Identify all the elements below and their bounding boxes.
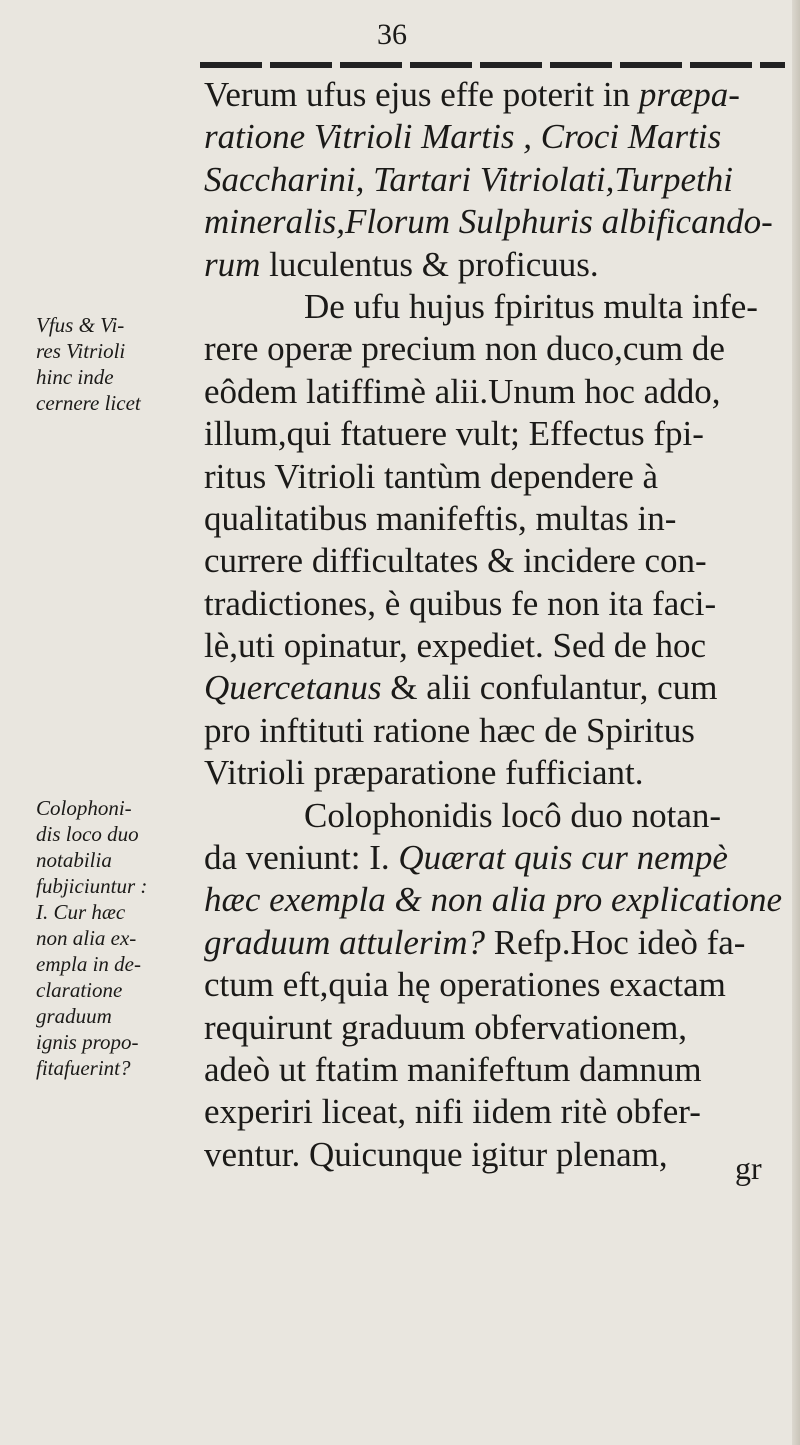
text-segment: eôdem latiffimè alii.Unum hoc addo, [204, 371, 721, 411]
text-segment: De ufu hujus fpiritus multa infe- [304, 286, 758, 326]
text-segment: ventur. Quicunque igitur plenam, [204, 1134, 668, 1174]
text-segment: experiri liceat, nifi iidem ritè obfer- [204, 1092, 701, 1132]
margin-note-line: hinc inde [36, 365, 114, 389]
margin-note-vitriol [36, 312, 196, 416]
text-line [204, 201, 794, 243]
margin-note-line: ignis propo- [36, 1030, 139, 1054]
text-segment: adeò ut ftatim manifeftum damnum [204, 1049, 702, 1089]
text-line [204, 74, 794, 116]
margin-note-line: I. Cur hæc [36, 900, 126, 924]
text-segment: Verum ufus ejus effe poterit in [204, 75, 639, 114]
text-line [204, 752, 794, 794]
text-segment: Refp.Hoc ideò fa- [484, 922, 746, 962]
text-line [204, 625, 794, 667]
text-segment: illum,qui ftatuere vult; Effectus fpi- [204, 414, 704, 454]
text-segment: rere operæ precium non duco,cum de [204, 329, 725, 369]
margin-note-line: fubjiciuntur : [36, 874, 148, 898]
text-line [204, 922, 794, 964]
text-segment: qualitatibus manifeftis, multas in- [204, 498, 677, 538]
text-segment: Colophonidis locô duo notan- [304, 795, 722, 835]
text-segment: tradictiones, è quibus fe non ita faci- [204, 583, 717, 623]
text-line [204, 795, 794, 837]
margin-note-line: res Vitrioli [36, 339, 126, 363]
text-line [204, 583, 794, 625]
text-segment: lè,uti opinatur, expediet. Sed de hoc [204, 626, 707, 666]
italic-text: graduum attulerim? [204, 922, 485, 962]
text-line [204, 286, 794, 328]
header-rule [200, 62, 785, 68]
text-line [204, 1134, 794, 1176]
margin-note-colophonidis [36, 795, 196, 1081]
margin-note-line: graduum [36, 1004, 112, 1028]
catchword: gr [735, 1150, 762, 1186]
margin-note-line: claratione [36, 978, 123, 1002]
text-line [204, 667, 794, 709]
italic-text: mineralis,Florum Sulphuris albificando- [204, 202, 773, 242]
margin-note-line: non alia ex- [36, 926, 137, 950]
text-segment: currere difficultates & incidere con- [204, 541, 707, 581]
text-line [204, 413, 794, 455]
text-line [204, 371, 794, 413]
main-text-column [204, 74, 794, 1176]
text-line [204, 498, 794, 540]
margin-note-line: Colophoni- [36, 796, 132, 820]
text-segment: requirunt graduum obfervationem, [204, 1007, 688, 1047]
italic-text: Saccharini, Tartari Vitriolati,Turpethi [204, 159, 733, 199]
text-line [204, 116, 794, 158]
margin-note-line: Vfus & Vi- [36, 313, 125, 337]
text-line [204, 837, 794, 879]
margin-note-line: cernere licet [36, 391, 141, 415]
text-line [204, 1091, 794, 1133]
text-segment: luculentus & proficuus. [260, 244, 599, 284]
italic-text: Quærat quis cur nempè [398, 838, 728, 878]
text-line [204, 540, 794, 582]
page-number: 36 [377, 18, 407, 51]
text-line [204, 710, 794, 752]
text-line [204, 328, 794, 370]
text-segment: & alii confulantur, cum [381, 668, 718, 708]
italic-text: præpa- [638, 75, 740, 114]
italic-text: hæc exempla & non alia pro explicatione [204, 880, 783, 920]
text-segment: pro inftituti ratione hæc de Spiritus [204, 710, 695, 750]
margin-note-line: fitafuerint? [36, 1056, 131, 1080]
text-segment: ritus Vitrioli tantùm dependere à [204, 456, 659, 496]
text-line [204, 159, 794, 201]
text-line [204, 1007, 794, 1049]
text-segment: ctum eft,quia hę operationes exactam [204, 965, 726, 1005]
text-line [204, 964, 794, 1006]
margin-note-line: dis loco duo [36, 822, 139, 846]
text-line [204, 456, 794, 498]
text-line [204, 1049, 794, 1091]
margin-note-line: notabilia [36, 848, 112, 872]
margin-note-line: empla in de- [36, 952, 141, 976]
text-segment: da veniunt: I. [204, 838, 399, 878]
text-segment: Vitrioli præparatione fufficiant. [204, 753, 644, 793]
text-line [204, 244, 794, 286]
italic-text: rum [204, 244, 261, 284]
italic-text: ratione Vitrioli Martis , Croci Martis [204, 117, 722, 157]
text-line [204, 879, 794, 921]
italic-text: Quercetanus [204, 668, 382, 708]
